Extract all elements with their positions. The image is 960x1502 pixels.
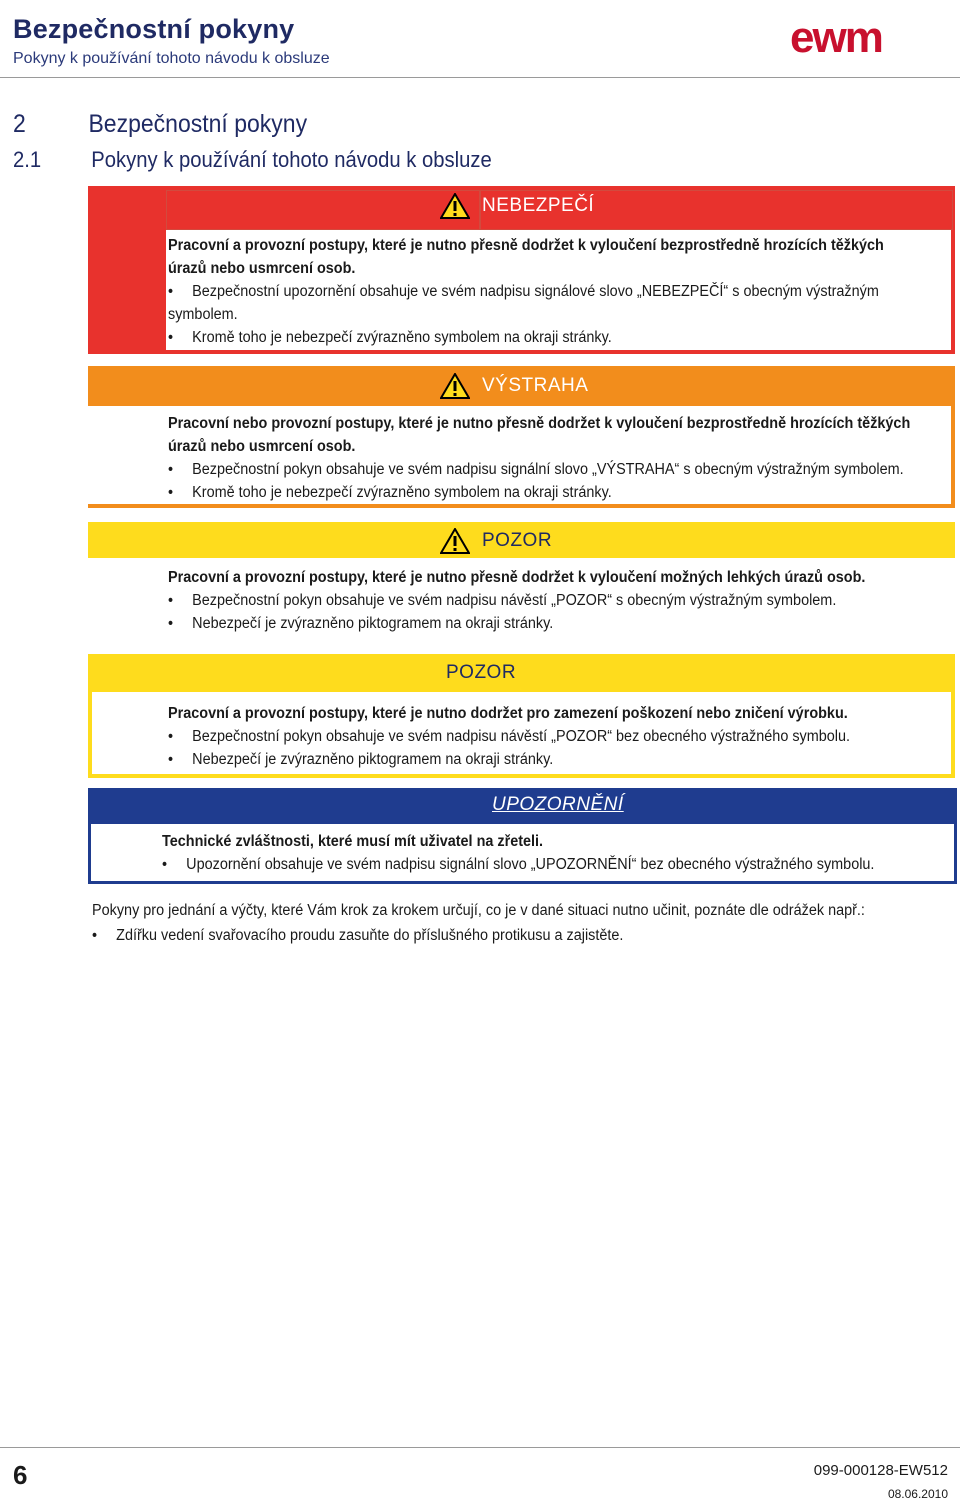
list-item: • Bezpečnostní upozornění obsahuje ve svém nadpisu signálové slovo „NEBEZPEČÍ“ s obecným výstražným	[168, 283, 879, 300]
list-item: • Bezpečnostní pokyn obsahuje ve svém nadpisu návěstí „POZOR“ bez obecného výstražného symbolu.	[168, 728, 851, 745]
header-subtitle: Pokyny k používání tohoto návodu k obsluze	[13, 50, 330, 67]
warning-triangle-icon	[440, 373, 470, 399]
footer-divider	[0, 1447, 960, 1448]
list-item-cont: symbolem.	[168, 306, 238, 323]
danger-lead: Pracovní a provozní postupy, které je nutno přesně dodržet k vyloučení bezprostředně hrozících těžkých	[168, 237, 884, 254]
warning-triangle-icon	[440, 193, 470, 219]
list-item: • Nebezpečí je zvýrazněno piktogramem na okraji stránky.	[168, 615, 554, 632]
caution-lead: Pracovní a provozní postupy, které je nutno přesně dodržet k vyloučení možných lehkých úrazů osob.	[168, 569, 866, 586]
caution-nosymbol-body	[168, 702, 850, 771]
header-title: Bezpečnostní pokyny	[13, 14, 295, 44]
warning-lead: Pracovní nebo provozní postupy, které je nutno přesně dodržet k vyloučení bezprostředně hrozících těžkých	[168, 415, 911, 432]
instructions-text: Pokyny pro jednání a výčty, které Vám krok za krokem určují, co je v dané situaci nutno učinit, poznáte dle odrážek např.:	[92, 902, 865, 919]
danger-lead-cont: úrazů nebo usmrcení osob.	[168, 260, 356, 277]
chapter-number: 2	[13, 110, 26, 138]
info-lead: Technické zvláštnosti, které musí mít uživatel na zřeteli.	[162, 833, 544, 850]
warning-signal-word: VÝSTRAHA	[482, 375, 589, 396]
list-item: • Bezpečnostní pokyn obsahuje ve svém nadpisu signální slovo „VÝSTRAHA“ s obecným výstražným symbolem.	[168, 461, 904, 478]
list-item: • Kromě toho je nebezpečí zvýrazněno symbolem na okraji stránky.	[168, 329, 612, 346]
document-number: 099-000128-EW512	[813, 1462, 948, 1479]
list-item: • Kromě toho je nebezpečí zvýrazněno symbolem na okraji stránky.	[168, 484, 612, 501]
section-heading	[13, 147, 492, 173]
instructions-bullet: • Zdířku vedení svařovacího proudu zasuňte do příslušného protikusu a zajistěte.	[92, 927, 624, 944]
caution-nosymbol-heading	[446, 662, 516, 684]
caution-heading	[440, 528, 552, 554]
danger-signal-word: NEBEZPEČÍ	[482, 195, 595, 216]
caution-signal-word: POZOR	[482, 530, 553, 551]
danger-heading	[440, 193, 594, 219]
header-divider	[0, 77, 960, 78]
caution-nosymbol-lead: Pracovní a provozní postupy, které je nutno dodržet pro zamezení poškození nebo zničení výrobku.	[168, 705, 848, 722]
warning-lead-cont: úrazů nebo usmrcení osob.	[168, 438, 356, 455]
section-number: 2.1	[13, 147, 42, 172]
ewm-logo	[790, 18, 938, 58]
document-date: 08.06.2010	[887, 1487, 948, 1501]
list-item: • Nebezpečí je zvýrazněno piktogramem na okraji stránky.	[168, 751, 554, 768]
caution-nosymbol-signal-word: POZOR	[446, 662, 517, 683]
chapter-title: Bezpečnostní pokyny	[88, 110, 308, 138]
warning-heading	[440, 373, 588, 399]
info-body	[162, 830, 874, 876]
warning-notice	[88, 366, 955, 508]
list-item: • Bezpečnostní pokyn obsahuje ve svém nadpisu návěstí „POZOR“ s obecným výstražným symbolem.	[168, 592, 837, 609]
info-heading	[492, 794, 624, 816]
warning-triangle-icon	[440, 528, 470, 554]
caution-notice	[88, 522, 955, 642]
page-number: 6	[13, 1460, 28, 1490]
svg-text:ewm: ewm	[790, 18, 882, 58]
warning-body	[168, 412, 910, 504]
info-signal-word: UPOZORNĚNÍ	[492, 794, 624, 815]
info-notice	[88, 788, 957, 884]
section-title: Pokyny k používání tohoto návodu k obsluze	[91, 147, 492, 172]
chapter-heading	[13, 110, 307, 139]
danger-body	[168, 234, 884, 349]
caution-nosymbol-notice	[88, 654, 955, 778]
list-item: • Upozornění obsahuje ve svém nadpisu signální slovo „UPOZORNĚNÍ“ bez obecného výstražného symbolu.	[162, 856, 875, 873]
danger-notice	[88, 186, 955, 354]
caution-body	[168, 566, 865, 635]
